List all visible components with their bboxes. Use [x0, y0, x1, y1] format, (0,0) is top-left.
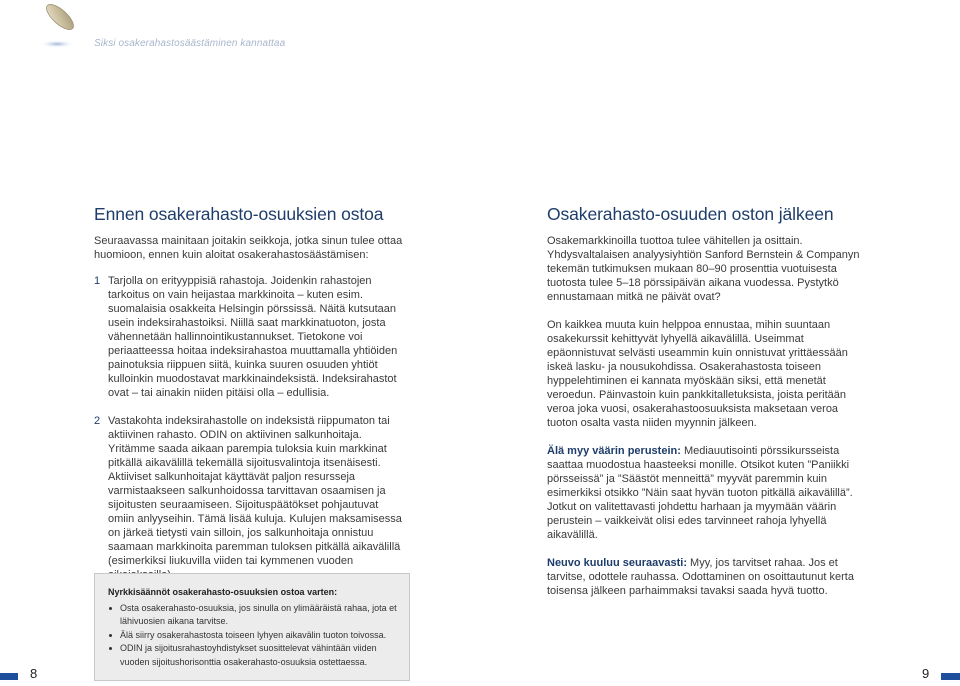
left-intro: Seuraavassa mainitaan joitakin seikkoja, jotka sinun tulee ottaa huomioon, ennen kuin aloitat osakerahastosäästämisen:	[94, 235, 403, 261]
page-number-right: 9	[922, 666, 930, 681]
right-column	[547, 204, 867, 612]
numbered-list	[94, 274, 404, 582]
right-paragraph-4	[547, 556, 867, 598]
box-bullet-list	[108, 602, 399, 670]
left-column	[94, 204, 404, 596]
paragraph-label: Neuvo kuuluu seuraavasti:	[547, 557, 687, 569]
list-item-number: 1	[94, 275, 101, 287]
rules-of-thumb-box	[94, 573, 410, 681]
list-item-number: 2	[94, 415, 101, 427]
list-item-text: Vastakohta indeksirahastolle on indeksistä riippumaton tai aktiivinen rahasto. ODIN on aktiivinen salkunhoitaja. Yritämme saada aikaan parempia tuloksia kuin markkinat pitkällä aikavälillä tekemällä sijoitusvalintoja itsenäisesti. Aktiiviset salkunhoitajat käyttävät paljon resursseja varmistaakseen salkunhoidossa tarvittavan osaamisen ja sijoitusten seuraamiseen. Sijoituspäätökset pohjautuvat omiin anlyyseihin. Tämä lisää kuluja. Kulujen maksamisessa on järkeä tietysti vain silloin, jos salkunhoitaja onnistuu saamaan markkinoita paremman tuloksen pitkällä aikavälillä (esimerkiksi liukuvilla viiden tai kymmenen vuoden	[108, 415, 402, 567]
page-accent-bar-left	[0, 673, 18, 680]
right-heading: Osakerahasto-osuuden oston jälkeen	[547, 204, 834, 224]
box-bullet: ODIN ja sijoitusrahastoyhdistykset suosittelevat vähintään viiden vuoden sijoitushorisonttia osakerahasto-osuuksia ostettaessa.	[108, 642, 399, 669]
page-accent-bar-right	[941, 673, 960, 680]
box-bullet: Älä siirry osakerahastosta toiseen lyhyen aikavälin tuoton toivossa.	[108, 629, 399, 643]
coin-logo-icon	[38, 3, 78, 51]
right-paragraph-2: On kaikkea muuta kuin helppoa ennustaa, mihin suuntaan osakekurssit kehittyvät lyhyellä aikavälillä. Useimmat epäonnistuvat selvästi useammin kuin onnistuvat yrittäessään iskeä lasku- ja nousukohdissa. Osakerahastosta toiseen hyppelehtiminen ei kannata myöskään siksi, että menetät veroedun. Päinvastoin kuin pankkitalletuksista, joista peritään veroa joka vuosi, osakerahastoosuuksista maksetaan veroa tuoton osalta vasta niiden myynnin jälkeen.	[547, 319, 848, 429]
right-paragraph-3	[547, 444, 867, 542]
right-paragraph-1: Osakemarkkinoilla tuottoa tulee vähitellen ja osittain. Yhdysvaltalaisen analyysiyhtiön Sanford Bernstein & Companyn tekemän tutkimuksen mukaan 80–90 prosenttia vuotuisesta tuotosta tulee 5–18 pörssipäivän aikana vuodessa. Pystytkö ennustamaan mitkä ne päivät ovat?	[547, 235, 860, 303]
box-title: Nyrkkisäännöt osakerahasto-osuuksien ostoa varten:	[108, 587, 338, 597]
running-head: Siksi osakerahastosäästäminen kannattaa	[94, 38, 286, 49]
list-item-text: Tarjolla on erityyppisiä rahastoja. Joidenkin rahastojen tarkoitus on vain heijastaa markkinoita – kuten esim. suomalaisia osakkeita Helsingin pörssissä. Näitä kutsutaan usein indeksirahastoiksi. Niillä saat markkinatuoton, josta vähennetään hallinnointikustannukset. Tietokone voi periaatteessa hoitaa indeksirahastoa muuttamalla yhtiöiden painotuksia riippuen siitä, kuinka suuren osuuden yhtiöt kulloinkin muodostavat markkinaindeksistä. Indeksirahastot ovat – tai ainakin niiden pitäisi olla – edullisia.	[108, 275, 398, 399]
paragraph-label: Älä myy väärin perustein:	[547, 445, 681, 457]
left-heading: Ennen osakerahasto-osuuksien ostoa	[94, 204, 384, 224]
box-bullet: Osta osakerahasto-osuuksia, jos sinulla on ylimääräistä rahaa, jota et lähivuosien aikana tarvitse.	[108, 602, 399, 629]
paragraph-text: Myy, jos tarvitset rahaa. Jos et tarvitse, odottele rauhassa. Odottaminen on osoittautunut kerta toisensa jälkeen parhaimmaksi tavaksi saada hyvä tuotto.	[547, 557, 854, 597]
list-item	[94, 274, 404, 400]
list-item	[94, 414, 404, 582]
paragraph-text: Mediauutisointi pörssikursseista saattaa muodostua haasteeksi monille. Otsikot kuten ”Paniikki pörsseissä” ja ”Säästöt menneittä” myyvät paremmin kuin esimerkiksi otsikko ”Näin saat hyvän tuoton pitkällä aikavälillä”. Jotkut on valitettavasti johdettu harhaan ja myymään väärin perustein – vaikkeivät olisi edes tarvinneet rahoja lyhyellä aikavälillä.	[547, 445, 853, 541]
page-number-left: 8	[30, 666, 38, 681]
